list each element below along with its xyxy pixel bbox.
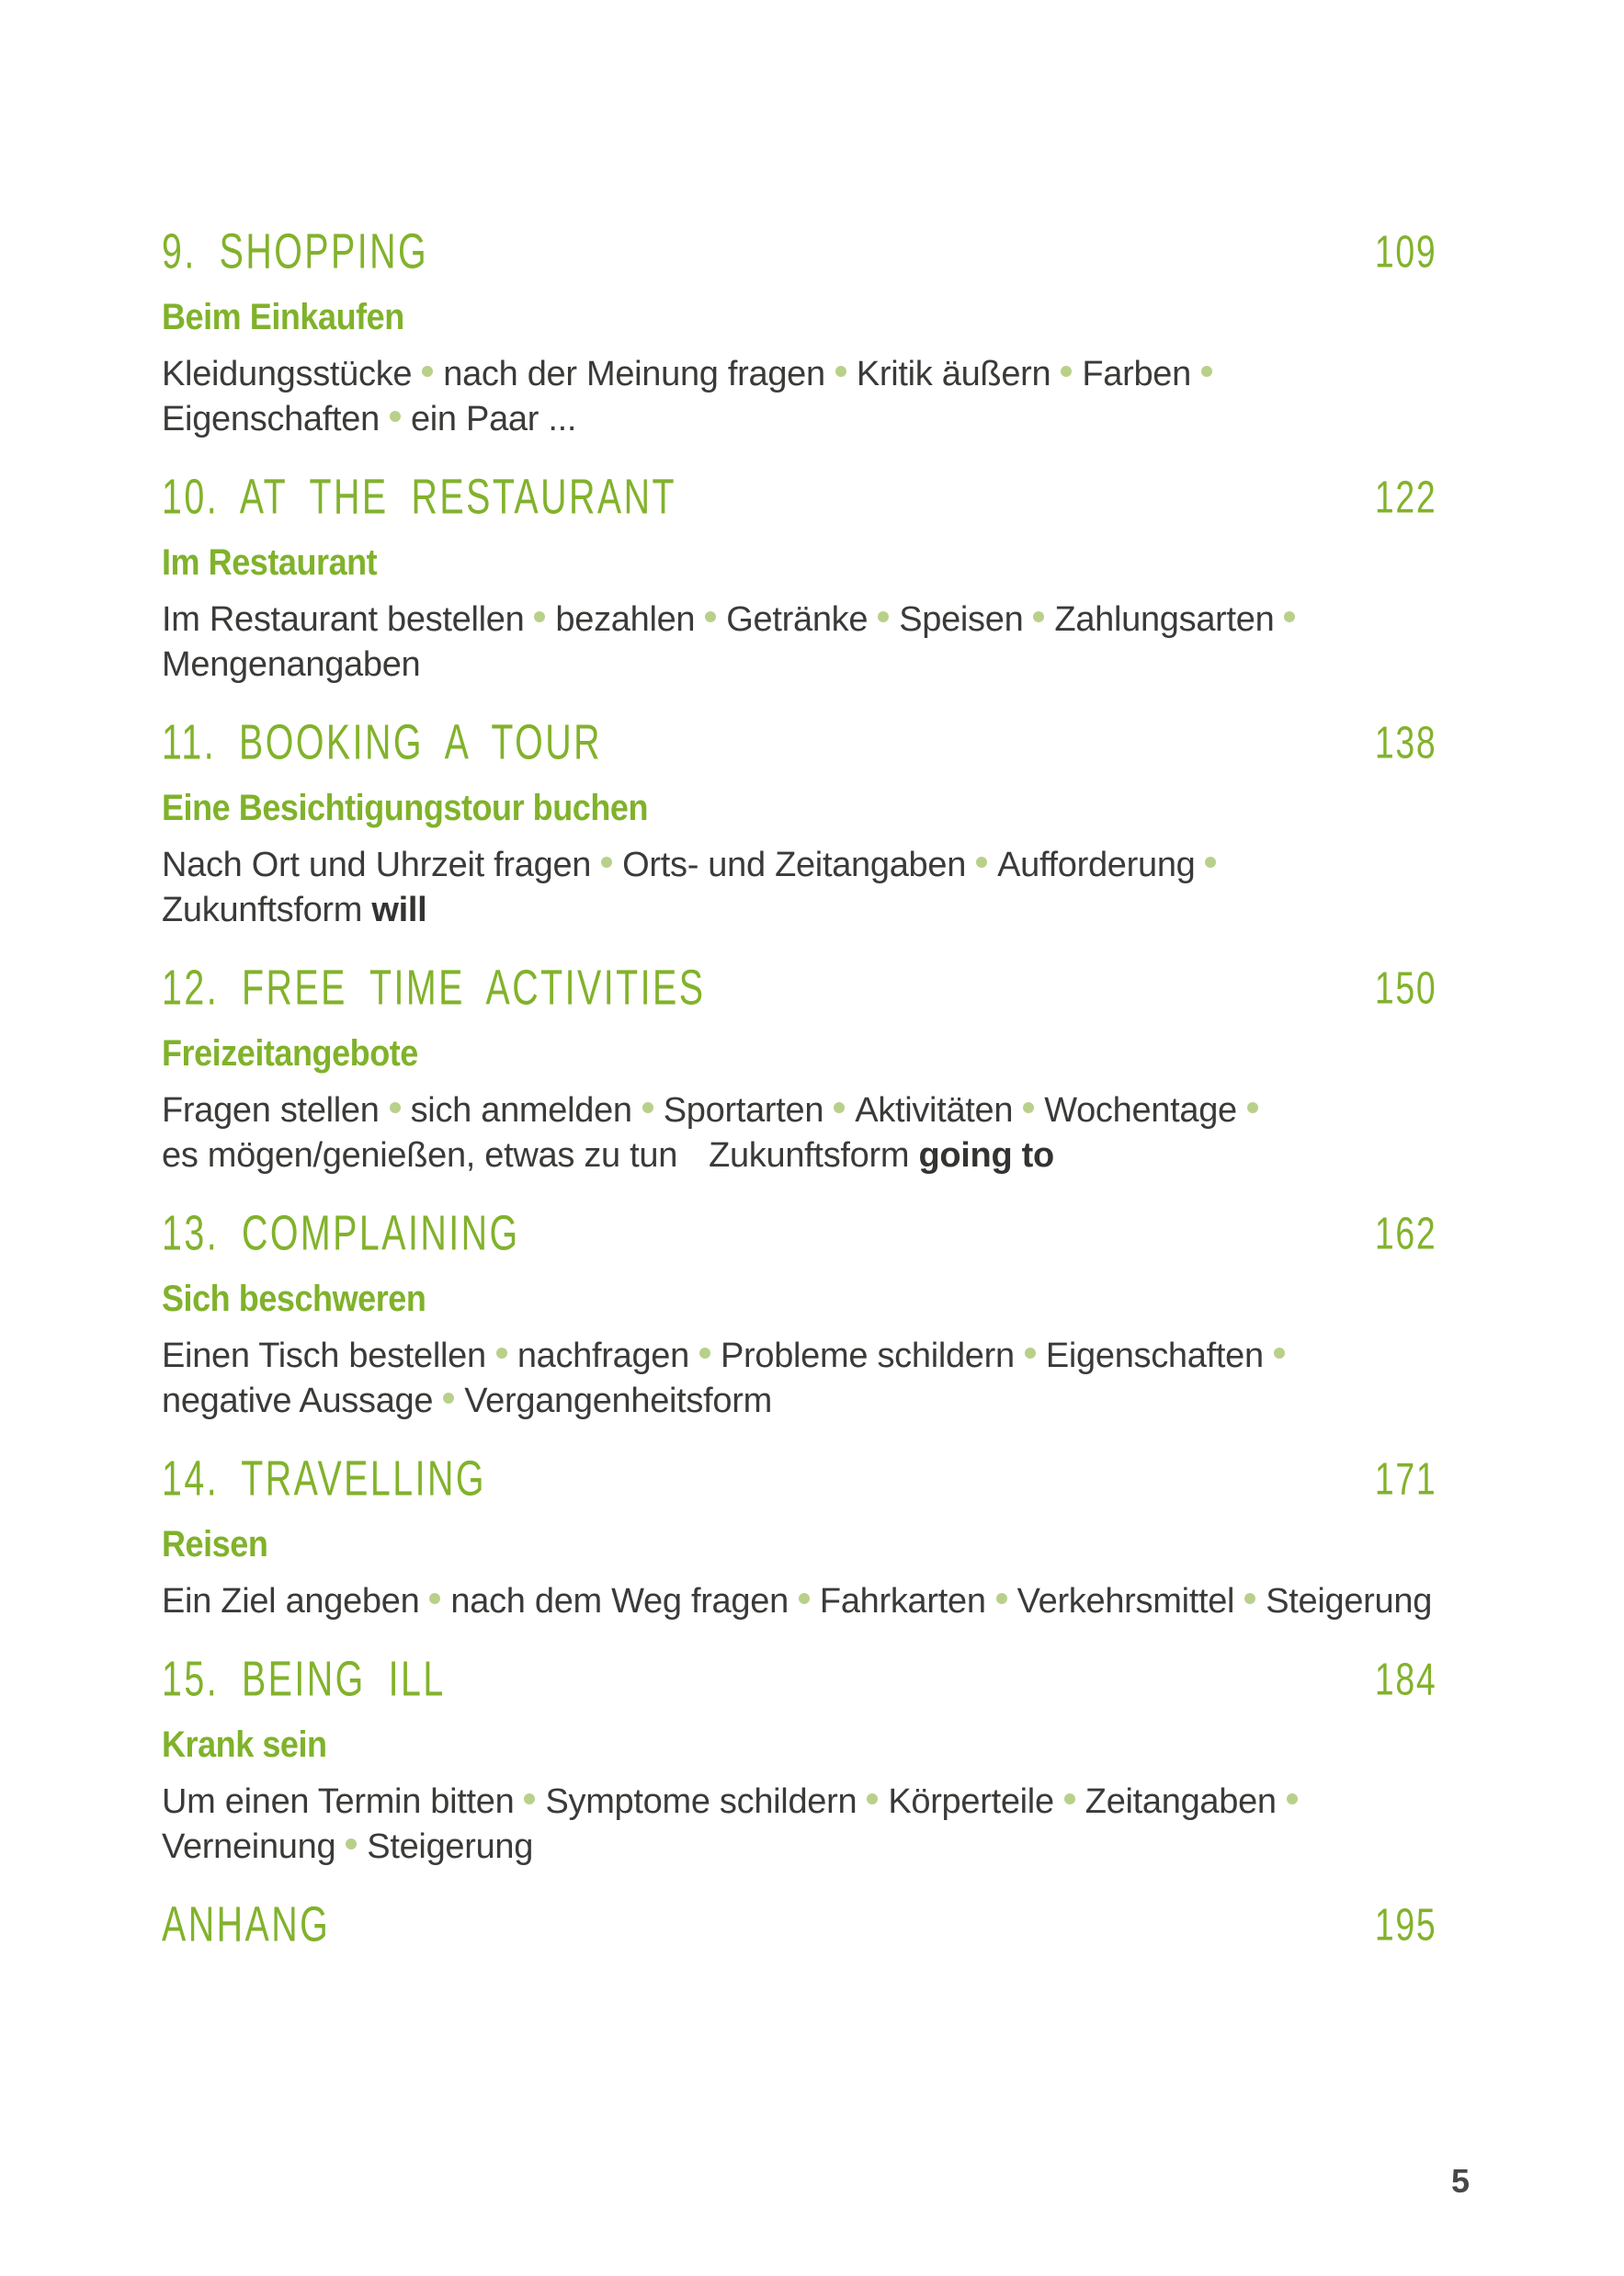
keyword-segment: es mögen/genießen, etwas zu tun xyxy=(162,1136,678,1175)
chapter-subtitle: Sich beschweren xyxy=(162,1279,426,1319)
toc-section xyxy=(162,961,1437,1178)
keyword-segment: Im Restaurant bestellen xyxy=(162,600,525,639)
bullet-separator xyxy=(1205,857,1216,868)
keyword-segment: Einen Tisch bestellen xyxy=(162,1337,486,1375)
bullet-separator xyxy=(867,1793,878,1804)
bullet-separator xyxy=(496,1348,507,1359)
keyword-segment: Eigenschaften xyxy=(1045,1337,1264,1375)
keyword-segment: Ein Ziel angeben xyxy=(162,1582,420,1621)
bullet-separator xyxy=(996,1593,1007,1604)
chapter-subtitle-row xyxy=(162,1034,1437,1081)
chapter-keywords xyxy=(162,1334,1437,1424)
chapter-description-line xyxy=(162,397,1437,442)
bullet-separator xyxy=(1244,1593,1255,1604)
bullet-separator xyxy=(390,411,401,422)
keyword-segment: negative Aussage xyxy=(162,1382,434,1420)
toc-section xyxy=(162,1897,1437,1954)
chapter-description-line xyxy=(162,843,1437,888)
keyword-segment-bold: will xyxy=(371,891,427,929)
bullet-separator xyxy=(699,1348,710,1359)
chapter-description-line xyxy=(162,1579,1437,1624)
chapter-subtitle-row xyxy=(162,1280,1437,1326)
chapter-page-number: 109 xyxy=(1374,226,1437,278)
keyword-segment: Verneinung xyxy=(162,1827,336,1866)
keyword-segment: Symptome schildern xyxy=(545,1782,857,1821)
chapter-description-line xyxy=(162,1334,1437,1379)
chapter-subtitle: Freizeitangebote xyxy=(162,1033,418,1074)
bullet-separator xyxy=(601,857,612,868)
chapter-page-number: 150 xyxy=(1374,962,1437,1014)
keyword-segment: Fahrkarten xyxy=(819,1582,986,1621)
keyword-segment: Aktivitäten xyxy=(855,1091,1014,1130)
chapter-keywords xyxy=(162,1780,1437,1870)
footer-page-number: 5 xyxy=(1450,2162,1470,2200)
keyword-segment: Zukunftsform xyxy=(162,891,372,929)
toc-section xyxy=(162,1652,1437,1870)
chapter-page-number: 171 xyxy=(1374,1453,1437,1505)
keyword-segment: Nach Ort und Uhrzeit fragen xyxy=(162,846,592,884)
toc-list xyxy=(162,224,1437,1954)
chapter-subtitle: Im Restaurant xyxy=(162,542,378,583)
toc-section-header xyxy=(162,1897,1437,1954)
keyword-segment: Speisen xyxy=(899,600,1024,639)
toc-section xyxy=(162,1451,1437,1624)
keyword-segment: Körperteile xyxy=(888,1782,1054,1821)
bullet-separator xyxy=(835,366,846,377)
bullet-separator xyxy=(1247,1102,1258,1113)
keyword-segment: Fragen stellen xyxy=(162,1091,380,1130)
toc-section-header xyxy=(162,1652,1437,1709)
chapter-description-line xyxy=(162,352,1437,397)
chapter-title: 13. COMPLAINING xyxy=(162,1206,520,1261)
keyword-segment: Eigenschaften xyxy=(162,400,380,438)
bullet-separator xyxy=(1274,1348,1285,1359)
toc-section xyxy=(162,715,1437,933)
keyword-segment: Kritik äußern xyxy=(856,355,1051,393)
bullet-separator xyxy=(1287,1793,1298,1804)
bullet-separator xyxy=(534,611,545,622)
bullet-separator xyxy=(1284,611,1295,622)
chapter-description-line xyxy=(162,597,1437,643)
chapter-description-line xyxy=(162,1379,1437,1424)
keyword-segment: Farben xyxy=(1082,355,1191,393)
chapter-keywords xyxy=(162,1088,1437,1178)
chapter-description-line xyxy=(162,1133,1437,1178)
bullet-separator xyxy=(1023,1102,1034,1113)
chapter-title: 14. TRAVELLING xyxy=(162,1451,486,1507)
chapter-title: 9. SHOPPING xyxy=(162,224,429,279)
chapter-subtitle-row xyxy=(162,1525,1437,1572)
keyword-segment: Zukunftsform xyxy=(709,1136,919,1175)
bullet-separator xyxy=(834,1102,845,1113)
toc-section-header xyxy=(162,224,1437,281)
chapter-subtitle-row xyxy=(162,543,1437,590)
toc-section-header xyxy=(162,1451,1437,1508)
bullet-separator xyxy=(705,611,716,622)
keyword-segment: Zeitangaben xyxy=(1085,1782,1277,1821)
bullet-separator xyxy=(1064,1793,1075,1804)
keyword-segment: Steigerung xyxy=(367,1827,534,1866)
keyword-segment: Vergangenheitsform xyxy=(464,1382,772,1420)
bullet-separator xyxy=(878,611,889,622)
bullet-separator xyxy=(1201,366,1212,377)
keyword-segment: Zahlungsarten xyxy=(1054,600,1275,639)
chapter-subtitle: Krank sein xyxy=(162,1724,327,1765)
chapter-page-number: 195 xyxy=(1374,1899,1437,1951)
keyword-segment: Mengenangaben xyxy=(162,645,421,684)
keyword-segment: Wochentage xyxy=(1044,1091,1237,1130)
chapter-description-line xyxy=(162,1780,1437,1825)
bullet-separator xyxy=(422,366,433,377)
chapter-keywords xyxy=(162,597,1437,688)
keyword-segment: Verkehrsmittel xyxy=(1016,1582,1235,1621)
keyword-segment: Aufforderung xyxy=(997,846,1196,884)
keyword-segment: Getränke xyxy=(726,600,869,639)
toc-section xyxy=(162,470,1437,688)
toc-section-header xyxy=(162,470,1437,527)
chapter-page-number: 122 xyxy=(1374,472,1437,523)
chapter-subtitle-row xyxy=(162,1725,1437,1772)
bullet-separator xyxy=(799,1593,810,1604)
keyword-segment: Orts- und Zeitangaben xyxy=(622,846,967,884)
keyword-segment: sich anmelden xyxy=(410,1091,632,1130)
chapter-subtitle: Beim Einkaufen xyxy=(162,297,404,337)
bullet-separator xyxy=(346,1838,357,1849)
chapter-subtitle: Eine Besichtigungstour buchen xyxy=(162,788,648,828)
toc-section-header xyxy=(162,715,1437,772)
chapter-page-number: 184 xyxy=(1374,1654,1437,1705)
bullet-separator xyxy=(524,1793,535,1804)
toc-section xyxy=(162,224,1437,442)
chapter-page-number: 138 xyxy=(1374,717,1437,768)
chapter-page-number: 162 xyxy=(1374,1208,1437,1259)
chapter-description-line xyxy=(162,643,1437,688)
bullet-separator xyxy=(429,1593,440,1604)
chapter-title: 10. AT THE RESTAURANT xyxy=(162,470,676,525)
bullet-separator xyxy=(1033,611,1044,622)
keyword-segment: Um einen Termin bitten xyxy=(162,1782,515,1821)
keyword-segment: nachfragen xyxy=(517,1337,689,1375)
toc-section-header xyxy=(162,1206,1437,1263)
chapter-keywords xyxy=(162,352,1437,442)
chapter-title: ANHANG xyxy=(162,1897,331,1952)
chapter-description-line xyxy=(162,1825,1437,1870)
chapter-title: 12. FREE TIME ACTIVITIES xyxy=(162,961,706,1016)
bullet-separator xyxy=(443,1393,454,1404)
keyword-segment-bold: going to xyxy=(918,1136,1054,1175)
chapter-subtitle-row xyxy=(162,298,1437,345)
keyword-segment: ein Paar ... xyxy=(410,400,577,438)
chapter-description-line xyxy=(162,888,1437,933)
keyword-segment: nach dem Weg fragen xyxy=(450,1582,789,1621)
chapter-subtitle: Reisen xyxy=(162,1524,268,1565)
bullet-separator xyxy=(1025,1348,1036,1359)
chapter-title: 15. BEING ILL xyxy=(162,1652,446,1707)
chapter-keywords xyxy=(162,843,1437,933)
keyword-segment: Steigerung xyxy=(1266,1582,1433,1621)
chapter-keywords xyxy=(162,1579,1437,1624)
bullet-separator xyxy=(642,1102,653,1113)
keyword-segment: Sportarten xyxy=(663,1091,824,1130)
toc-section xyxy=(162,1206,1437,1424)
bullet-separator xyxy=(1061,366,1072,377)
bullet-separator xyxy=(976,857,987,868)
chapter-description-line xyxy=(162,1088,1437,1133)
toc-section-header xyxy=(162,961,1437,1018)
chapter-title: 11. BOOKING A TOUR xyxy=(162,715,603,770)
keyword-segment: Kleidungsstücke xyxy=(162,355,413,393)
keyword-segment: nach der Meinung fragen xyxy=(443,355,825,393)
chapter-subtitle-row xyxy=(162,789,1437,836)
bullet-separator xyxy=(390,1102,401,1113)
keyword-segment: Probleme schildern xyxy=(720,1337,1015,1375)
keyword-segment: bezahlen xyxy=(555,600,696,639)
